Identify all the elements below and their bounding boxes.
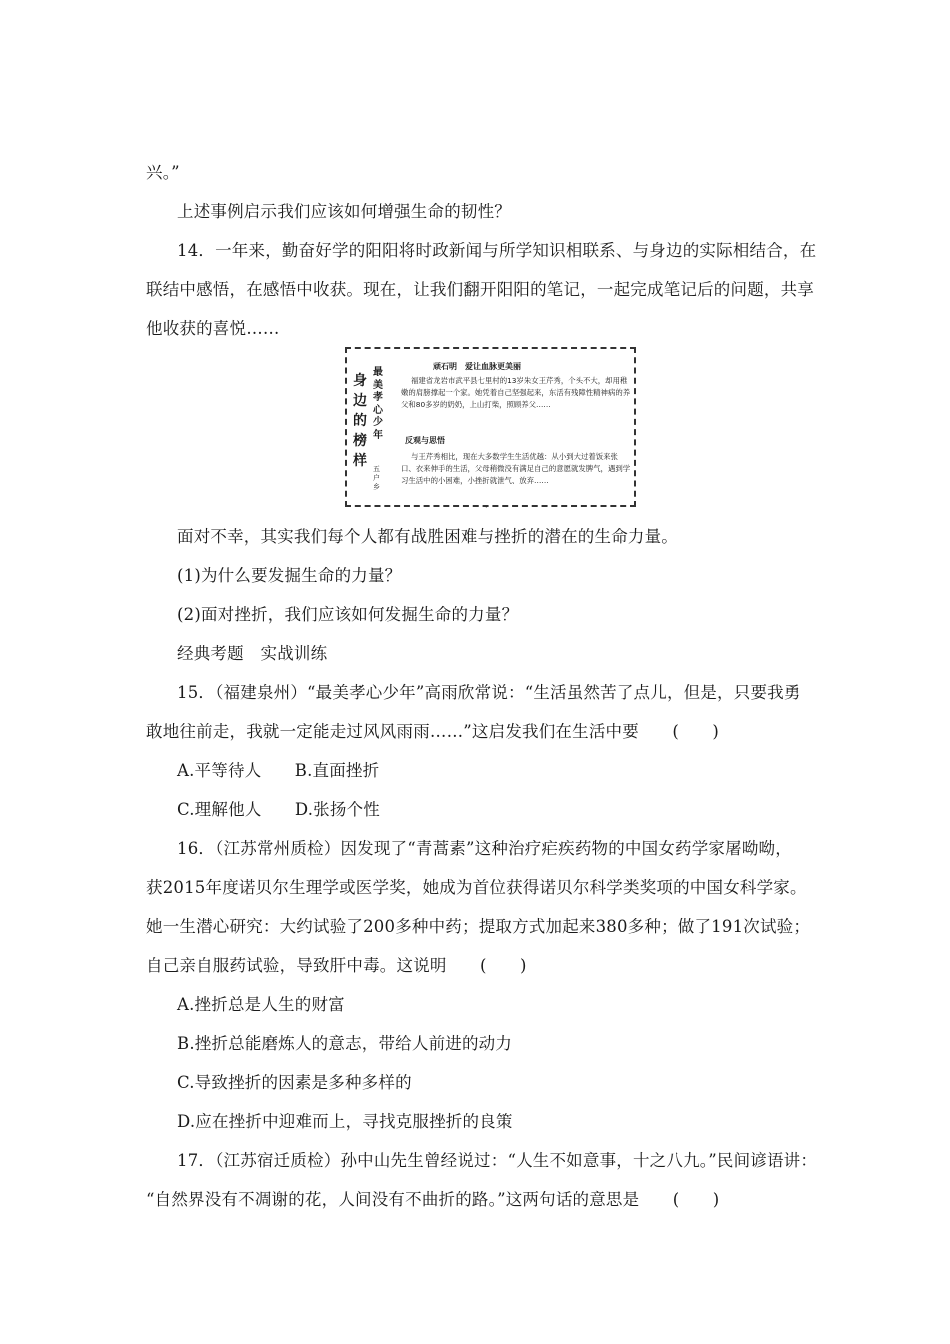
question-15-line: 15．（福建泉州）“最美孝心少年”高雨欣常说：“生活虽然苦了点儿，但是，只要我勇 xyxy=(177,683,801,702)
figure-paragraph: 与王芹秀相比，现在大多数学生生活优越：从小到大过着饭来张口、衣来伸手的生活，父母稍微没有满足自己的意愿就发脾气，遇到学习生活中的小困难，小挫折就泄气、放弃…… xyxy=(401,452,631,485)
sub-question: (1)为什么要发掘生命的力量？ xyxy=(177,566,402,585)
answer-option: A.挫折总是人生的财富 xyxy=(177,995,345,1014)
figure-title: 身边的榜样 xyxy=(353,373,367,469)
answer-options: A.平等待人 B.直面挫折 xyxy=(177,761,380,780)
question-16-line: 16．（江苏常州质检）因发现了“青蒿素”这种治疗疟疾药物的中国女药学家屠呦呦， xyxy=(177,839,792,858)
notes-figure xyxy=(345,347,636,512)
section-heading: 经典考题 实战训练 xyxy=(177,644,328,663)
text-line: 自己亲自服药试验，导致肝中毒。这说明 ( ) xyxy=(146,956,527,975)
text-line: “自然界没有不凋谢的花，人间没有不曲折的路。”这两句话的意思是 ( ) xyxy=(146,1190,720,1209)
sub-question: (2)面对挫折，我们应该如何发掘生命的力量？ xyxy=(177,605,519,624)
text-line: 获2015年度诺贝尔生理学或医学奖，她成为首位获得诺贝尔科学类奖项的中国女科学家。 xyxy=(146,878,807,897)
text-line: 面对不幸，其实我们每个人都有战胜困难与挫折的潜在的生命力量。 xyxy=(177,527,678,546)
figure-mark: · xyxy=(485,503,488,512)
figure-paragraph: 福建省龙岩市武平县七里村的13岁朱女王芹秀，个头不大，却用稚嫩的肩膀撑起一个家。她凭着自己坚强起来，东活有残障性精神病的养父和80多岁的奶奶，上山打柴，照顾养父…… xyxy=(401,376,631,409)
text-line: 她一生潜心研究：大约试验了200多种中药；提取方式加起来380多种；做了191次试验； xyxy=(146,917,811,936)
text-line: 上述事例启示我们应该如何增强生命的韧性？ xyxy=(177,202,511,221)
text-line: 联结中感悟，在感悟中收获。现在，让我们翻开阳阳的笔记，一起完成笔记后的问题，共享 xyxy=(146,280,814,299)
figure-author: 五户乡 xyxy=(373,465,380,491)
figure-heading: 反观与思悟 xyxy=(405,436,445,445)
figure-heading: 顽石明 爱让血脉更美丽 xyxy=(433,362,521,371)
text-line: 敢地往前走，我就一定能走过风风雨雨……”这启发我们在生活中要 ( ) xyxy=(146,722,720,741)
question-17-line: 17．（江苏宿迁质检）孙中山先生曾经说过：“人生不如意事，十之八九。”民间谚语讲： xyxy=(177,1151,818,1170)
figure-subtitle: 最美孝心少年 xyxy=(373,367,383,441)
answer-option: D.应在挫折中迎难而上，寻找克服挫折的良策 xyxy=(177,1112,513,1131)
answer-option: C.导致挫折的因素是多种多样的 xyxy=(177,1073,412,1092)
question-14-line: 14．一年来，勤奋好学的阳阳将时政新闻与所学知识相联系、与身边的实际相结合，在 xyxy=(177,241,817,260)
answer-options: C.理解他人 D.张扬个性 xyxy=(177,800,380,819)
text-line: 兴。” xyxy=(146,163,180,182)
text-line: 他收获的喜悦…… xyxy=(146,319,280,338)
answer-option: B.挫折总能磨炼人的意志，带给人前进的动力 xyxy=(177,1034,513,1053)
